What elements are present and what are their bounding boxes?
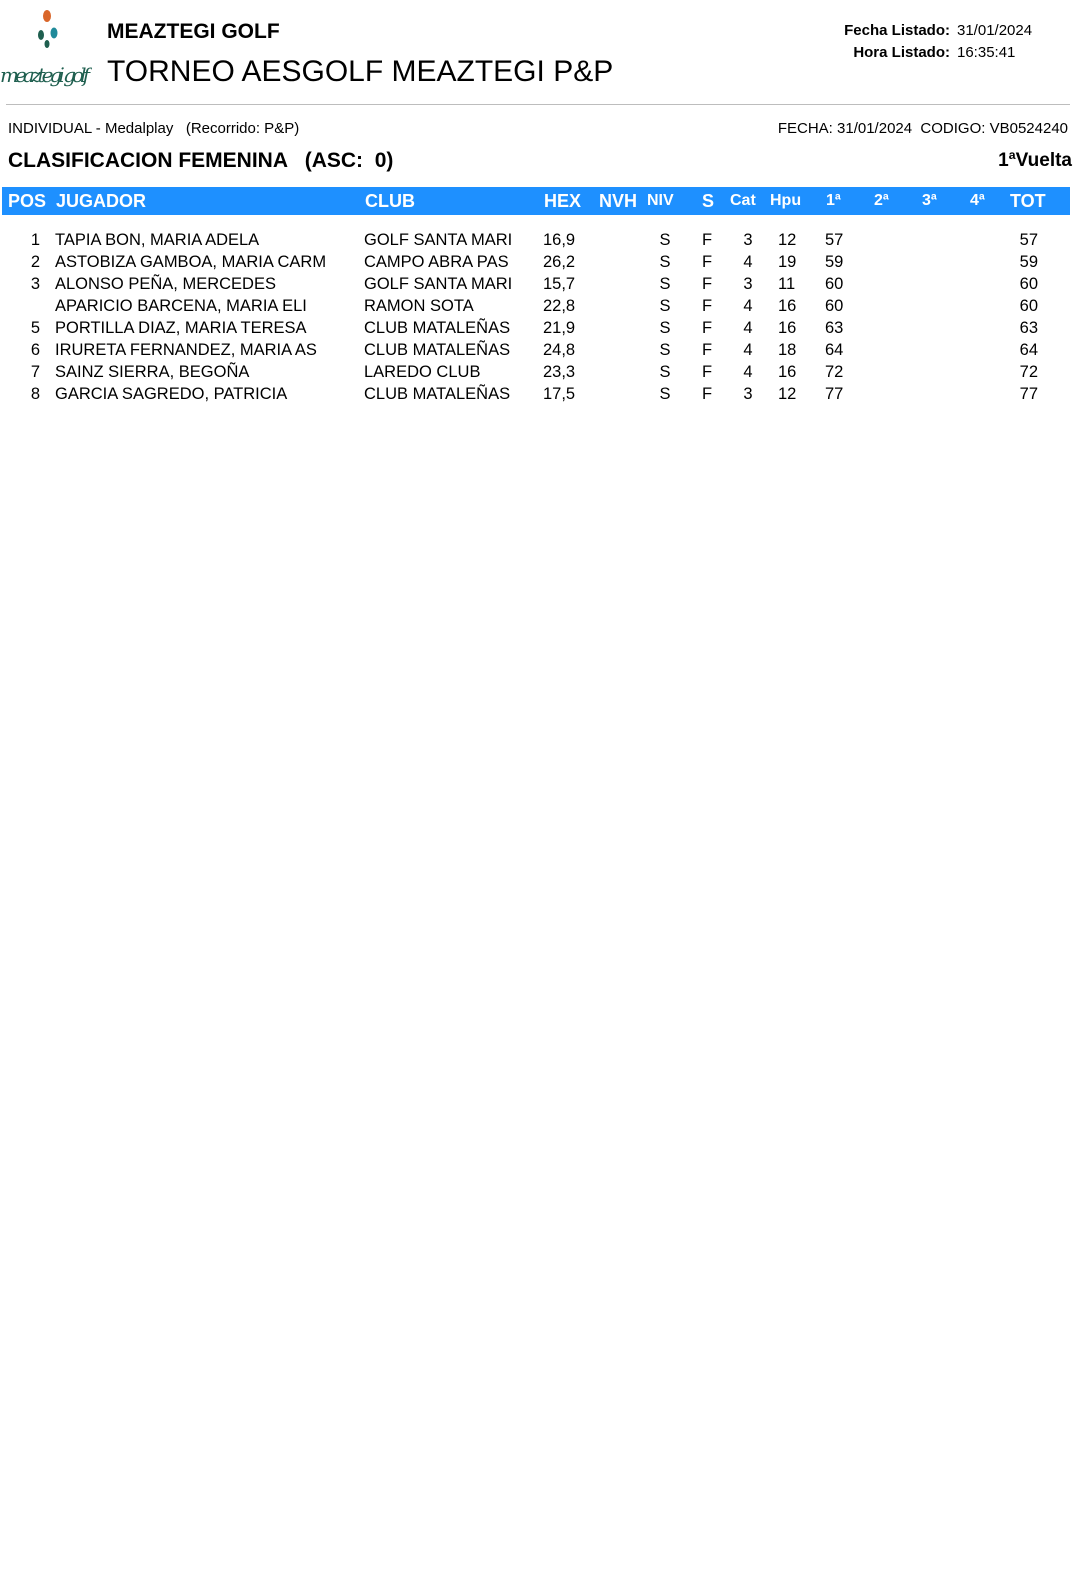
cell-tot: 57 [1019, 231, 1038, 249]
cell-cat: 4 [743, 319, 753, 337]
cell-tot: 63 [1019, 319, 1038, 337]
cell-club: CLUB MATALEÑAS [364, 385, 511, 403]
cell-s: F [701, 319, 713, 337]
cell-club: CLUB MATALEÑAS [364, 319, 511, 337]
cell-cat: 3 [743, 385, 753, 403]
cell-r1: 77 [825, 385, 844, 403]
cell-s: F [701, 363, 713, 381]
cell-niv: S [659, 231, 671, 249]
cell-hex: 24,8 [543, 341, 576, 359]
table-header [2, 187, 1070, 215]
cell-r1: 72 [825, 363, 844, 381]
cell-club: CAMPO ABRA PAS [364, 253, 509, 271]
cell-hpu: 16 [778, 319, 797, 337]
cell-niv: S [659, 319, 671, 337]
cell-hex: 17,5 [543, 385, 576, 403]
cell-hex: 26,2 [543, 253, 576, 271]
cell-hex: 23,3 [543, 363, 576, 381]
cell-niv: S [659, 275, 671, 293]
cell-hex: 15,7 [543, 275, 576, 293]
cell-hpu: 12 [778, 385, 797, 403]
results-table [0, 231, 1074, 407]
cell-tot: 64 [1019, 341, 1038, 359]
cell-pos: 8 [30, 385, 40, 403]
col-hex: HEX [544, 191, 582, 211]
cell-r1: 63 [825, 319, 844, 337]
cell-pos: 5 [30, 319, 40, 337]
cell-hpu: 11 [778, 275, 796, 293]
cell-tot: 72 [1019, 363, 1038, 381]
cell-club: LAREDO CLUB [364, 363, 481, 381]
col-jugador: JUGADOR [56, 191, 147, 211]
fecha-codigo-text: FECHA: 31/01/2024 CODIGO: VB0524240 [777, 120, 1068, 137]
table-row [0, 363, 1074, 385]
cell-tot: 77 [1019, 385, 1038, 403]
cell-cat: 4 [743, 253, 753, 271]
cell-s: F [701, 275, 713, 293]
round-label: 1ªVuelta [998, 150, 1072, 171]
cell-jugador: TAPIA BON, MARIA ADELA [55, 231, 260, 249]
table-row [0, 231, 1074, 253]
cell-r1: 59 [825, 253, 844, 271]
cell-hpu: 16 [778, 363, 797, 381]
cell-club: GOLF SANTA MARI [364, 275, 513, 293]
cell-r1: 57 [825, 231, 844, 249]
cell-pos: 1 [30, 231, 40, 249]
col-r1: 1ª [826, 192, 841, 209]
cell-s: F [701, 341, 713, 359]
cell-s: F [701, 253, 713, 271]
cell-pos: 6 [30, 341, 40, 359]
col-niv: NIV [647, 192, 674, 209]
svg-text:meaztegi golf: meaztegi golf [0, 63, 90, 87]
modality-text: INDIVIDUAL - Medalplay (Recorrido: P&P) [8, 120, 300, 137]
table-row [0, 253, 1074, 275]
cell-pos: 3 [30, 275, 40, 293]
cell-tot: 60 [1019, 297, 1038, 315]
table-row [0, 385, 1074, 407]
cell-niv: S [659, 253, 671, 271]
cell-pos: 2 [30, 253, 40, 271]
cell-s: F [701, 297, 713, 315]
col-club: CLUB [365, 191, 415, 211]
cell-tot: 59 [1019, 253, 1038, 271]
col-r3: 3ª [922, 192, 937, 209]
col-pos: POS [8, 191, 47, 211]
cell-tot: 60 [1019, 275, 1038, 293]
col-nvh: NVH [599, 191, 638, 211]
col-r4: 4ª [970, 192, 985, 209]
col-tot: TOT [1010, 191, 1046, 211]
col-cat: Cat [730, 192, 756, 209]
table-row [0, 341, 1074, 363]
cell-jugador: PORTILLA DIAZ, MARIA TERESA [55, 319, 307, 337]
cell-r1: 60 [825, 275, 844, 293]
cell-cat: 4 [743, 341, 753, 359]
cell-club: CLUB MATALEÑAS [364, 341, 511, 359]
cell-niv: S [659, 385, 671, 403]
cell-club: RAMON SOTA [364, 297, 474, 315]
col-hpu: Hpu [770, 192, 802, 209]
cell-niv: S [659, 297, 671, 315]
cell-jugador: ALONSO PEÑA, MERCEDES [55, 275, 276, 293]
cell-hex: 21,9 [543, 319, 576, 337]
cell-hex: 16,9 [543, 231, 576, 249]
table-row [0, 297, 1074, 319]
cell-jugador: SAINZ SIERRA, BEGOÑA [55, 363, 250, 381]
cell-r1: 64 [825, 341, 844, 359]
cell-jugador: IRURETA FERNANDEZ, MARIA AS [55, 341, 317, 359]
cell-r1: 60 [825, 297, 844, 315]
table-row [0, 275, 1074, 297]
fecha-listado-value: 31/01/2024 [957, 22, 1033, 39]
header-divider [6, 104, 1070, 105]
cell-niv: S [659, 341, 671, 359]
cell-hpu: 16 [778, 297, 797, 315]
cell-hex: 22,8 [543, 297, 576, 315]
cell-jugador: ASTOBIZA GAMBOA, MARIA CARM [55, 253, 327, 271]
meaztegi-golf-logo [0, 4, 92, 96]
cell-cat: 3 [743, 275, 753, 293]
cell-niv: S [659, 363, 671, 381]
hora-listado-value: 16:35:41 [957, 44, 1016, 61]
classification-title: CLASIFICACION FEMENINA (ASC: 0) [8, 149, 394, 172]
table-row [0, 319, 1074, 341]
col-s: S [702, 191, 715, 211]
cell-s: F [701, 385, 713, 403]
col-r2: 2ª [874, 192, 889, 209]
hora-listado-label: Hora Listado: [853, 44, 950, 61]
cell-cat: 3 [743, 231, 753, 249]
cell-jugador: GARCIA SAGREDO, PATRICIA [55, 385, 288, 403]
cell-s: F [701, 231, 713, 249]
cell-pos: 7 [30, 363, 40, 381]
cell-hpu: 18 [778, 341, 797, 359]
club-name: MEAZTEGI GOLF [107, 20, 280, 43]
cell-hpu: 19 [778, 253, 797, 271]
fecha-listado-label: Fecha Listado: [844, 22, 950, 39]
cell-cat: 4 [743, 297, 753, 315]
tournament-title: TORNEO AESGOLF MEAZTEGI P&P [107, 55, 614, 88]
cell-hpu: 12 [778, 231, 797, 249]
cell-club: GOLF SANTA MARI [364, 231, 513, 249]
cell-jugador: APARICIO BARCENA, MARIA ELI [55, 297, 307, 315]
cell-cat: 4 [743, 363, 753, 381]
